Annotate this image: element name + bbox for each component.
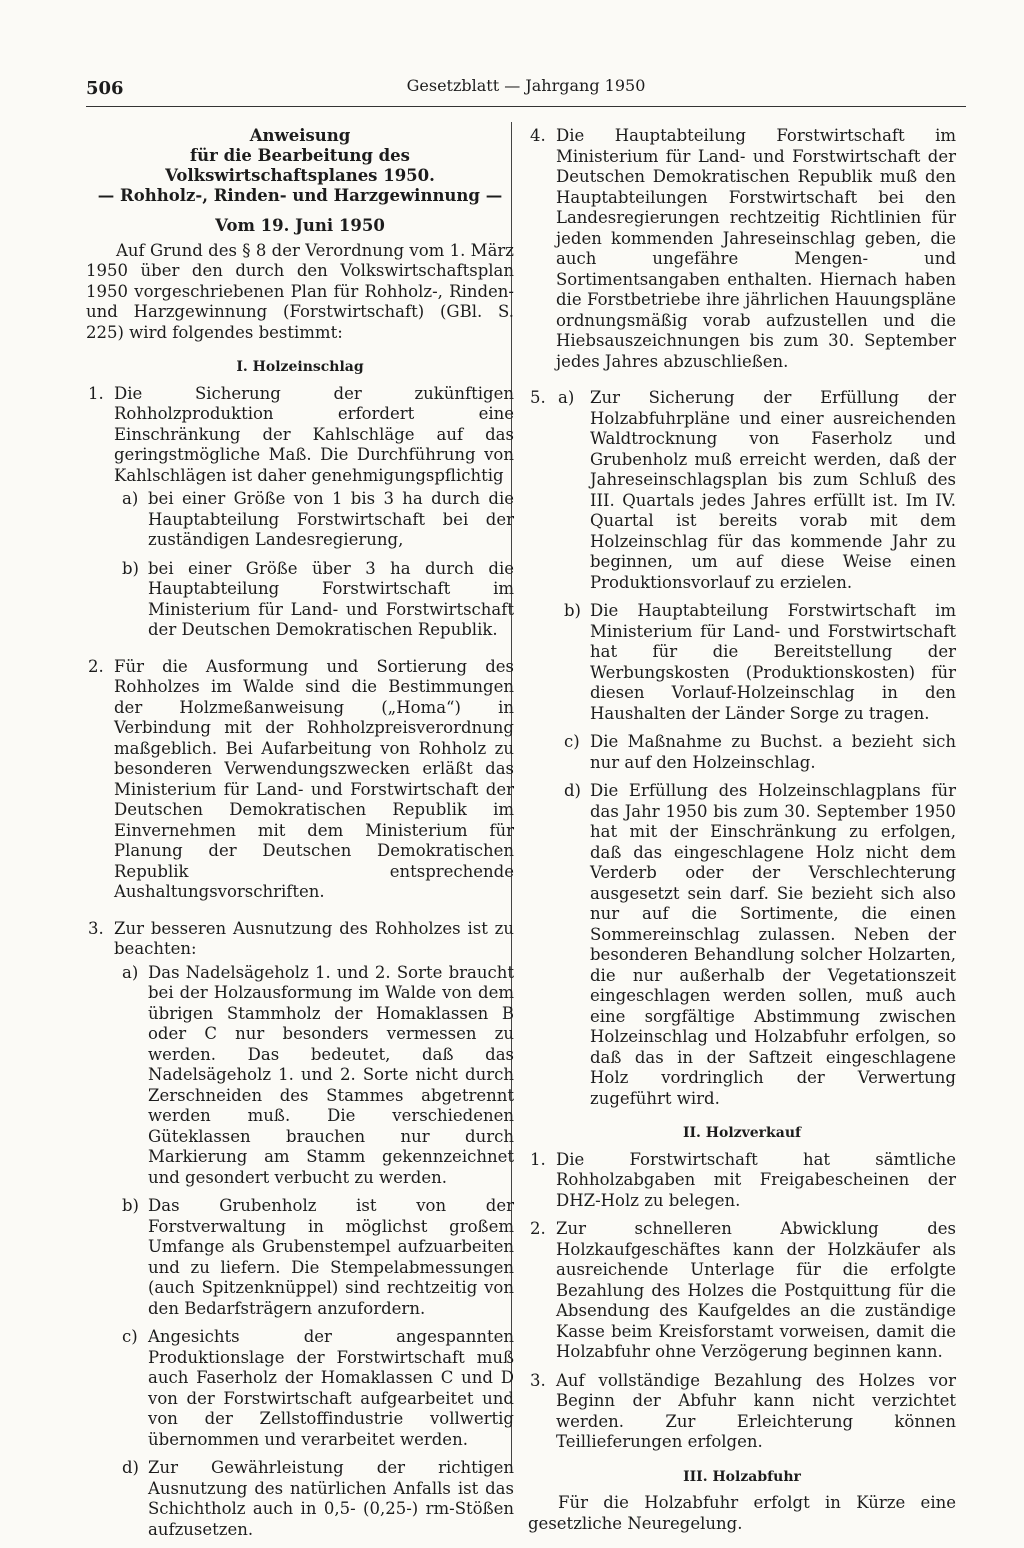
section2-item2 xyxy=(528,1219,956,1363)
item-number: 1. xyxy=(530,1149,546,1169)
item-text: Zur besseren Ausnutzung des Rohholzes ist zu beachten: xyxy=(114,918,514,958)
sub-item-label: a) xyxy=(558,388,575,407)
ordinance-title-line1: Anweisung xyxy=(249,126,351,145)
sub-item-text: Die Hauptabteilung Forstwirtschaft im Ministerium für Land- und Forstwirtschaft hat für die Bereitstellung der Werbungskosten (Produktionskosten) für diesen Vorlauf-Holzeinschlag in den Haushalten der Länder Sorge zu tragen. xyxy=(590,601,956,723)
section-heading-holzeinschlag: I. Holzeinschlag xyxy=(236,359,364,375)
page-number: 506 xyxy=(86,78,124,99)
ordinance-date: Vom 19. Juni 1950 xyxy=(215,216,385,235)
section1-item3-a xyxy=(86,963,514,1189)
journal-title: Gesetzblatt — Jahrgang 1950 xyxy=(406,76,646,95)
section1-item3-b xyxy=(86,1196,514,1319)
section1-item5-c xyxy=(528,732,956,773)
section1-item3-c xyxy=(86,1327,514,1450)
item-number: 3. xyxy=(88,918,104,938)
sub-item-label: b) xyxy=(122,558,139,578)
section2-item1 xyxy=(528,1150,956,1212)
section1-item4 xyxy=(528,126,956,372)
item-number: 2. xyxy=(530,1219,546,1238)
item-number: 3. xyxy=(530,1370,546,1390)
item-text: Auf vollständige Bezahlung des Holzes vor Beginn der Abfuhr kann nicht verzichtet werden. Zur Erleichterung können Teillieferungen erfolgen. xyxy=(556,1370,956,1451)
item-text: Die Forstwirtschaft hat sämtliche Rohholzabgaben mit Freigabescheinen der DHZ-Holz zu belegen. xyxy=(556,1149,956,1210)
item-number: 1. xyxy=(88,383,104,403)
section1-item5-b xyxy=(528,601,956,724)
sub-item-label: d) xyxy=(122,1458,139,1477)
item-number: 2. xyxy=(88,656,104,676)
sub-item-text: bei einer Größe von 1 bis 3 ha durch die Hauptabteilung Forstwirtschaft bei der zuständigen Landesregierung, xyxy=(148,489,514,549)
ordinance-title-line3: — Rohholz-, Rinden- und Harzgewinnung — xyxy=(97,186,503,205)
section1-item1 xyxy=(86,384,514,487)
item-text: Die Sicherung der zukünftigen Rohholzproduktion erfordert eine Einschränkung der Kahlschläge auf das geringstmögliche Maß. Die Durchführung von Kahlschlägen ist daher genehmigungspflichtig xyxy=(114,383,514,485)
item-text: Für die Ausformung und Sortierung des Rohholzes im Walde sind die Bestimmungen der Holzmeßanweisung („Homa“) in Verbindung mit der Rohholzpreisverordnung maßgeblich. Bei Aufarbeitung von Rohholz zu besonderen Verwendungszwecken erläßt das Ministerium für Land- und Forstwirtschaft der Deutschen Demokratischen Republik im Einvernehmen mit dem Ministerium für Planung der Deutschen Demokratischen Republik entsprechende Aushaltungsvorschriften. xyxy=(114,656,514,901)
sub-item-text: Die Maßnahme zu Buchst. a bezieht sich nur auf den Holzeinschlag. xyxy=(590,732,956,772)
intro-paragraph: Auf Grund des § 8 der Verordnung vom 1. März 1950 über den durch den Volkswirtschaftsplan 1950 vorgeschriebenen Plan für Rohholz-, Rinden- und Harzgewinnung (Forstwirtschaft) (GBl. S. 225) wird folgendes bestimmt: xyxy=(86,240,514,342)
page-header xyxy=(86,74,966,107)
left-column xyxy=(86,126,514,1548)
sub-item-label: d) xyxy=(564,781,581,800)
item-text: Die Hauptabteilung Forstwirtschaft im Ministerium für Land- und Forstwirtschaft der Deutschen Demokratischen Republik muß den Hauptabteilungen Forstwirtschaft bei den Landesregierungen rechtzeitig Richtlinien für jeden kommenden Jahreseinschlag geben, die auch ungefähre Mengen- und Sortimentsangaben enthalten. Hiernach haben die Forstbetriebe ihre jährlichen Hauungspläne ordnungsmäßig vorab aufzustellen und die Hiebsauszeichnungen bis zum 30. September jedes Jahres abzuschließen. xyxy=(556,126,956,371)
sub-item-text: Das Grubenholz ist von der Forstverwaltung in möglichst großem Umfange als Grubenstempel aufzuarbeiten und zu liefern. Die Stempelabmessungen (auch Spitzenknüppel) sind rechtzeitig von den Bedarfsträgern anzufordern. xyxy=(148,1196,514,1318)
sub-item-label: b) xyxy=(564,601,581,620)
section1-item3 xyxy=(86,919,514,960)
sub-item-label: c) xyxy=(122,1327,138,1346)
sub-item-label: a) xyxy=(122,962,139,982)
section1-item5-a xyxy=(528,388,956,593)
sub-item-text: Das Nadelsägeholz 1. und 2. Sorte braucht bei der Holzausformung im Walde von dem übrigen Stammholz der Homaklassen B oder C nur besonders vermessen zu werden. Das bedeutet, daß das Nadelsägeholz 1. und 2. Sorte nicht durch Zerschneiden des Stammes abgetrennt werden muß. Die verschiedenen Güteklassen brauchen nur durch Markierung am Stamm gekennzeichnet und gesondert verbucht zu werden. xyxy=(148,962,514,1187)
section1-item2 xyxy=(86,657,514,903)
sub-item-text: bei einer Größe über 3 ha durch die Hauptabteilung Forstwirtschaft im Ministerium für Land- und Forstwirtschaft der Deutschen Demokratischen Republik. xyxy=(148,558,514,639)
section1-item1-b xyxy=(86,559,514,641)
sub-item-label: b) xyxy=(122,1196,139,1215)
right-column xyxy=(528,126,956,1534)
item-text: Zur schnelleren Abwicklung des Holzkaufgeschäftes kann der Holzkäufer als ausreichende Unterlage für die erfolgte Bezahlung des Holzes die Postquittung für die Absendung des Kaufgeldes an die zuständige Kasse beim Kreisforstamt vorweisen, damit die Holzabfuhr ohne Verzögerung beginnen kann. xyxy=(556,1219,956,1361)
sub-item-text: Die Erfüllung des Holzeinschlagplans für das Jahr 1950 bis zum 30. September 1950 hat mit der Einschränkung zu erfolgen, daß das eingeschlagene Holz nicht dem Verderb oder der Verschlechterung ausgesetzt sein darf. Sie bezieht sich also nur auf die Sortimente, die einen Sommereinschlag zulassen. Neben der besonderen Behandlung solcher Holzarten, die nur außerhalb der Vegetationszeit eingeschlagen werden sollen, muß auch eine sorgfältige Abstimmung zwischen Holzeinschlag und Holzabfuhr erfolgen, so daß das in der Saftzeit eingeschlagene Holz vordringlich der Verwertung zugeführt wird. xyxy=(590,781,956,1108)
section2-item3 xyxy=(528,1371,956,1453)
sub-item-text: Zur Gewährleistung der richtigen Ausnutzung des natürlichen Anfalls ist das Schichtholz auch in 0,5- (0,25-) rm-Stößen aufzusetzen. xyxy=(148,1458,514,1539)
section1-item5-d xyxy=(528,781,956,1109)
sub-item-text: Angesichts der angespannten Produktionslage der Forstwirtschaft muß auch Faserholz der Homaklassen C und D von der Forstwirtschaft aufgearbeitet und von der Zellstoffindustrie vollwertig übernommen und verarbeitet werden. xyxy=(148,1327,514,1449)
sub-item-label: a) xyxy=(122,489,139,508)
section-heading-holzabfuhr: III. Holzabfuhr xyxy=(683,1468,801,1485)
sub-item-text: Zur Sicherung der Erfüllung der Holzabfuhrpläne und einer ausreichenden Waldtrocknung von Faserholz und Grubenholz muß erreicht werden, daß der Jahreseinschlagsplan bis zum Schluß des III. Quartals jedes Jahres erfüllt ist. Im IV. Quartal ist bereits vorab mit dem Holzeinschlag für das kommende Jahr zu beginnen, um auf diese Weise einen Produktionsvorlauf zu erzielen. xyxy=(590,388,956,592)
section1-item3-d xyxy=(86,1458,514,1540)
item-number: 5. xyxy=(530,388,546,407)
item-number: 4. xyxy=(530,126,546,145)
holzabfuhr-paragraph: Für die Holzabfuhr erfolgt in Kürze eine gesetzliche Neuregelung. xyxy=(528,1493,956,1533)
section-heading-holzverkauf: II. Holzverkauf xyxy=(682,1125,802,1141)
ordinance-title-line2: für die Bearbeitung des Volkswirtschaftsplanes 1950. xyxy=(165,146,435,185)
sub-item-label: c) xyxy=(564,732,580,751)
section1-item1-a xyxy=(86,489,514,551)
